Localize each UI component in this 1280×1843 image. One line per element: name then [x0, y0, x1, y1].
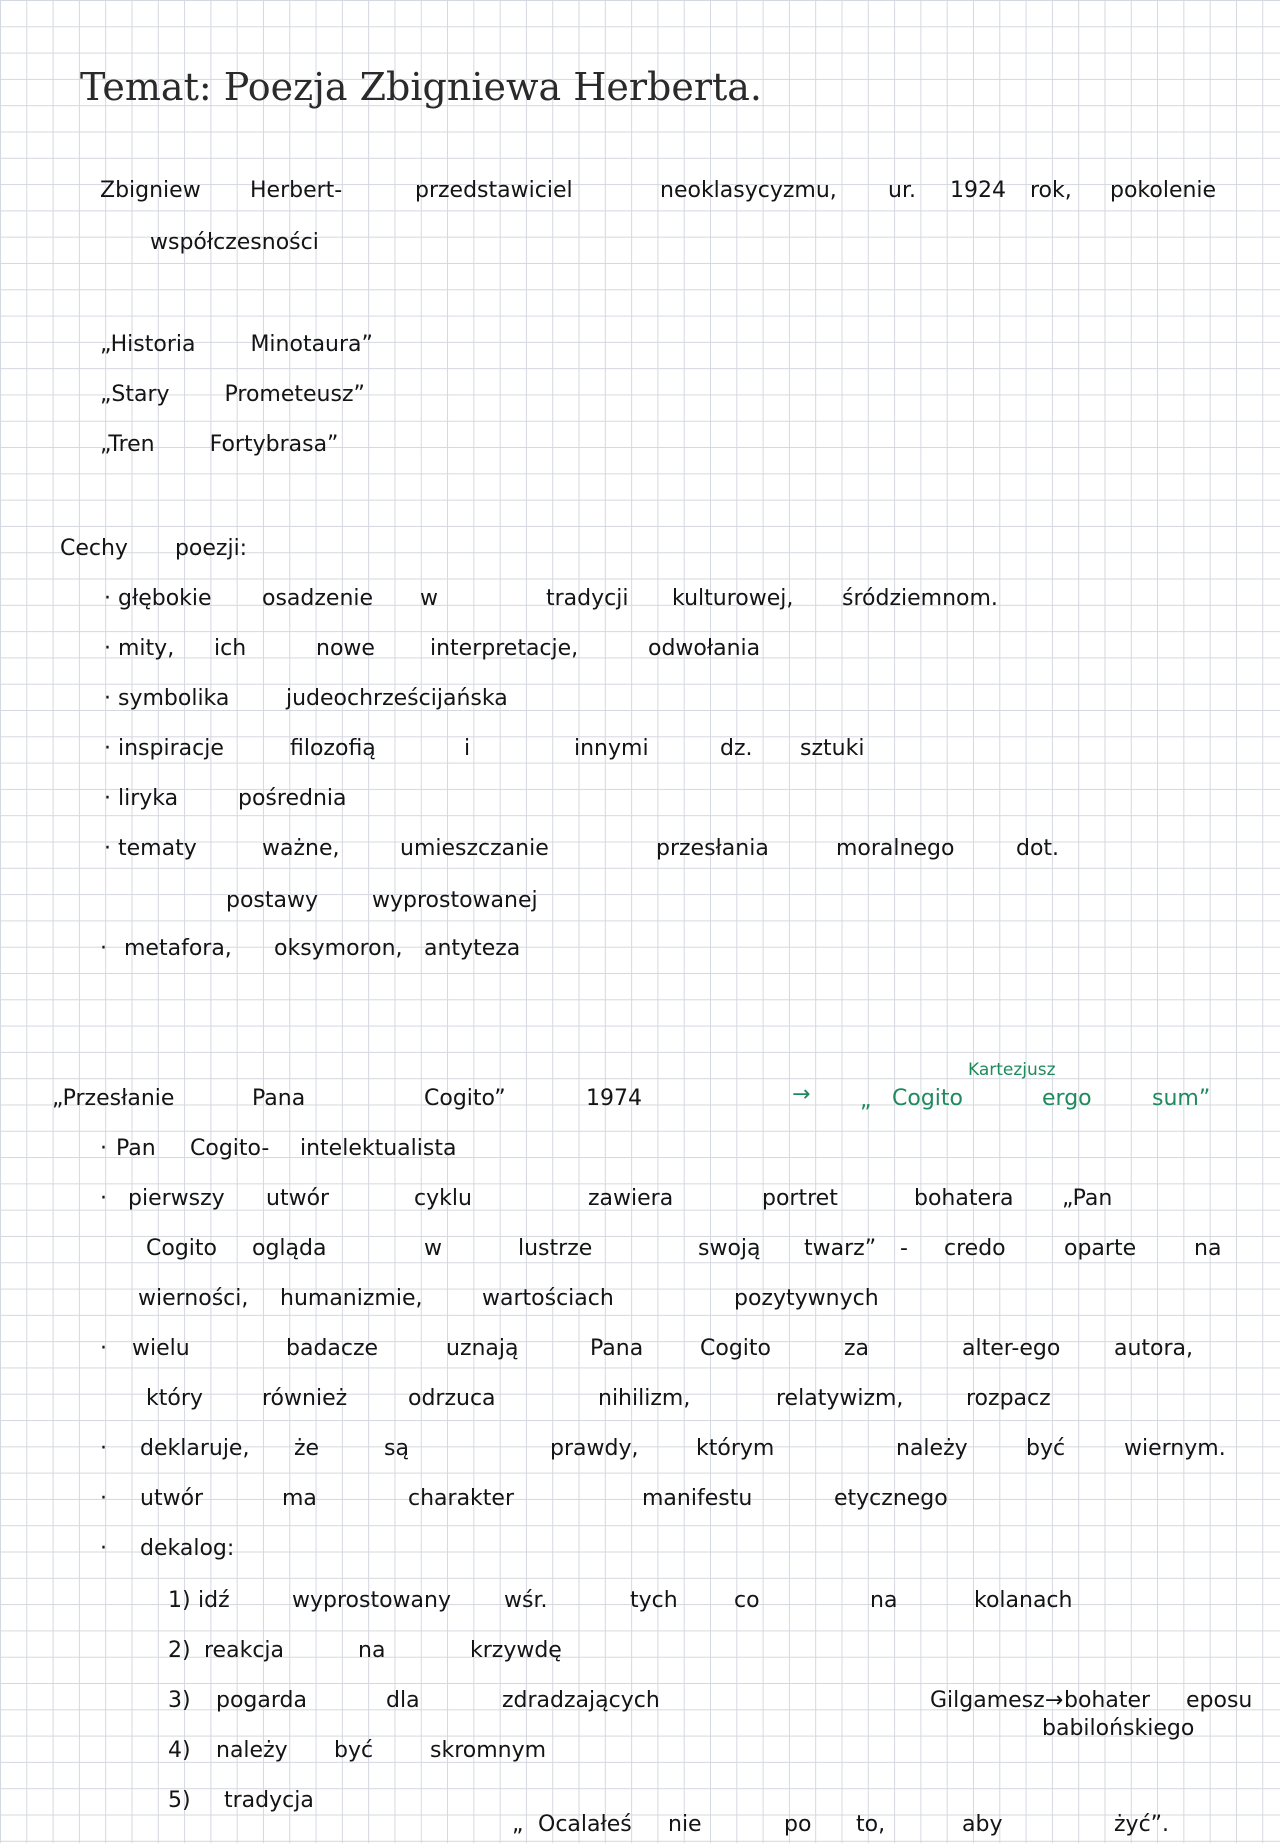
final-quote: „	[512, 1812, 524, 1837]
gilgamesz-note: Gilgamesz→	[930, 1688, 1064, 1713]
cogito-word: prawdy,	[550, 1436, 639, 1461]
feature-bullet: ·	[104, 836, 111, 861]
feature-word: ważne,	[262, 836, 340, 861]
features-heading: Cechy poezji:	[60, 536, 248, 561]
feature-word: wyprostowanej	[372, 888, 538, 913]
decalogue-word: co	[734, 1588, 760, 1613]
decalogue-word: być	[334, 1738, 374, 1763]
cogito-title-word: „Przesłanie	[52, 1086, 175, 1111]
feature-word: oksymoron,	[274, 936, 403, 961]
cogito-word: „Pan	[1062, 1186, 1113, 1211]
cogito-word: bohatera	[914, 1186, 1014, 1211]
cogito-quote: ergo	[1042, 1086, 1092, 1111]
cogito-quote: Cogito	[892, 1086, 963, 1111]
feature-bullet: ·	[104, 686, 111, 711]
feature-word: tradycji	[546, 586, 629, 611]
cogito-bullet: ·	[100, 1336, 107, 1361]
decalogue-number: 3)	[168, 1688, 191, 1713]
feature-word: i	[464, 736, 471, 761]
gilgamesz-note: babilońskiego	[1042, 1716, 1195, 1741]
cogito-word: są	[384, 1436, 409, 1461]
page-title: Temat: Poezja Zbigniewa Herberta.	[80, 65, 763, 109]
decalogue-word: wyprostowany	[292, 1588, 451, 1613]
decalogue-word: krzywdę	[470, 1638, 562, 1663]
cogito-word: utwór	[140, 1486, 204, 1511]
feature-word: innymi	[574, 736, 649, 761]
cogito-bullet: ·	[100, 1136, 107, 1161]
feature-word: kulturowej,	[672, 586, 794, 611]
feature-word: liryka	[118, 786, 179, 811]
cogito-word: ma	[282, 1486, 317, 1511]
cogito-bullet: ·	[100, 1436, 107, 1461]
cogito-word: należy	[896, 1436, 968, 1461]
cogito-word: oparte	[1064, 1236, 1137, 1261]
cogito-word: cyklu	[414, 1186, 472, 1211]
intro-word: przedstawiciel	[415, 178, 573, 203]
feature-word: odwołania	[648, 636, 761, 661]
cogito-word: wiernym.	[1124, 1436, 1226, 1461]
feature-bullet: ·	[100, 936, 107, 961]
feature-bullet: ·	[104, 586, 111, 611]
intro-word: ur.	[888, 178, 916, 203]
feature-word: moralnego	[836, 836, 955, 861]
cogito-word: swoją	[698, 1236, 761, 1261]
intro-word: Herbert-	[250, 178, 343, 203]
cogito-word: nihilizm,	[598, 1386, 691, 1411]
cogito-word: pierwszy	[128, 1186, 225, 1211]
work-title: „Tren Fortybrasa”	[100, 432, 339, 457]
arrow-icon: →	[792, 1082, 811, 1107]
decalogue-word: na	[358, 1638, 386, 1663]
feature-word: tematy	[118, 836, 197, 861]
feature-word: symbolika	[118, 686, 230, 711]
decalogue-number: 2)	[168, 1638, 191, 1663]
cogito-word: Pana	[590, 1336, 644, 1361]
cogito-word: badacze	[286, 1336, 379, 1361]
decalogue-word: na	[870, 1588, 898, 1613]
feature-word: nowe	[316, 636, 375, 661]
cogito-title-word: Pana	[252, 1086, 306, 1111]
feature-word: ich	[214, 636, 247, 661]
cogito-title-word: Cogito”	[424, 1086, 506, 1111]
feature-bullet: ·	[104, 636, 111, 661]
cogito-word: intelektualista	[300, 1136, 457, 1161]
decalogue-word: pogarda	[216, 1688, 307, 1713]
intro-word: Zbigniew	[100, 178, 201, 203]
feature-word: antyteza	[424, 936, 521, 961]
cogito-word: odrzuca	[408, 1386, 496, 1411]
cogito-word: wartościach	[482, 1286, 614, 1311]
feature-word: inspiracje	[118, 736, 224, 761]
cogito-word: być	[1026, 1436, 1066, 1461]
cogito-word: Cogito	[700, 1336, 771, 1361]
feature-word: judeochrześcijańska	[286, 686, 508, 711]
decalogue-word: kolanach	[974, 1588, 1073, 1613]
cogito-word: twarz”	[804, 1236, 877, 1261]
cogito-word: -	[900, 1236, 908, 1261]
decalogue-word: tradycja	[224, 1788, 314, 1813]
decalogue-word: reakcja	[204, 1638, 285, 1663]
feature-word: dz.	[720, 736, 753, 761]
cogito-word: utwór	[266, 1186, 330, 1211]
gilgamesz-note: bohater	[1064, 1688, 1151, 1713]
cogito-word: Cogito-	[190, 1136, 270, 1161]
cogito-word: manifestu	[642, 1486, 753, 1511]
decalogue-word: wśr.	[504, 1588, 548, 1613]
cogito-word: rozpacz	[966, 1386, 1051, 1411]
cogito-word: deklaruje,	[140, 1436, 250, 1461]
intro-word: pokolenie	[1110, 178, 1217, 203]
cogito-bullet: ·	[100, 1186, 107, 1211]
feature-word: osadzenie	[262, 586, 374, 611]
feature-word: postawy	[226, 888, 319, 913]
work-title: „Historia Minotaura”	[100, 332, 373, 357]
intro-word: neoklasycyzmu,	[660, 178, 837, 203]
feature-word: dot.	[1016, 836, 1060, 861]
decalogue-word: tych	[630, 1588, 678, 1613]
intro-line2: współczesności	[150, 230, 319, 255]
cogito-word: alter-ego	[962, 1336, 1061, 1361]
final-quote: aby	[962, 1812, 1003, 1837]
kartezjusz-annotation: Kartezjusz	[968, 1060, 1056, 1080]
cogito-quote: „	[860, 1088, 872, 1113]
decalogue-number: 4)	[168, 1738, 191, 1763]
cogito-word: autora,	[1114, 1336, 1194, 1361]
cogito-word: dekalog:	[140, 1536, 235, 1561]
intro-word: rok,	[1030, 178, 1072, 203]
cogito-word: zawiera	[588, 1186, 674, 1211]
feature-word: mity,	[118, 636, 175, 661]
cogito-word: humanizmie,	[280, 1286, 423, 1311]
gilgamesz-note: eposu	[1186, 1688, 1253, 1713]
feature-word: przesłania	[656, 836, 769, 861]
cogito-word: wierności,	[138, 1286, 249, 1311]
cogito-word: credo	[944, 1236, 1006, 1261]
decalogue-number: 1)	[168, 1588, 191, 1613]
feature-bullet: ·	[104, 736, 111, 761]
work-title: „Stary Prometeusz”	[100, 382, 365, 407]
cogito-word: na	[1194, 1236, 1222, 1261]
decalogue-word: należy	[216, 1738, 288, 1763]
cogito-word: etycznego	[834, 1486, 948, 1511]
cogito-quote: sum”	[1152, 1086, 1211, 1111]
final-quote: żyć”.	[1114, 1812, 1170, 1837]
decalogue-number: 5)	[168, 1788, 191, 1813]
cogito-word: Pan	[116, 1136, 156, 1161]
feature-word: śródziemnom.	[842, 586, 998, 611]
feature-word: umieszczanie	[400, 836, 549, 861]
feature-word: w	[420, 586, 438, 611]
final-quote: Ocalałeś	[538, 1812, 632, 1837]
intro-word: 1924	[950, 178, 1006, 203]
decalogue-word: zdradzających	[502, 1688, 660, 1713]
cogito-bullet: ·	[100, 1536, 107, 1561]
feature-word: metafora,	[124, 936, 232, 961]
feature-word: filozofią	[290, 736, 376, 761]
cogito-word: że	[294, 1436, 320, 1461]
feature-word: interpretacje,	[430, 636, 579, 661]
cogito-word: portret	[762, 1186, 838, 1211]
cogito-word: lustrze	[518, 1236, 593, 1261]
cogito-year: 1974	[586, 1086, 642, 1111]
feature-word: sztuki	[800, 736, 865, 761]
cogito-word: wielu	[132, 1336, 190, 1361]
cogito-word: relatywizm,	[776, 1386, 904, 1411]
cogito-word: również	[262, 1386, 348, 1411]
cogito-word: którym	[696, 1436, 775, 1461]
cogito-bullet: ·	[100, 1486, 107, 1511]
feature-word: pośrednia	[238, 786, 347, 811]
decalogue-word: skromnym	[430, 1738, 547, 1763]
cogito-word: ogląda	[252, 1236, 327, 1261]
feature-bullet: ·	[104, 786, 111, 811]
cogito-word: charakter	[408, 1486, 514, 1511]
final-quote: po	[784, 1812, 812, 1837]
cogito-word: Cogito	[146, 1236, 217, 1261]
decalogue-word: idź	[198, 1588, 230, 1613]
cogito-word: za	[844, 1336, 870, 1361]
feature-word: głębokie	[118, 586, 212, 611]
final-quote: nie	[668, 1812, 702, 1837]
cogito-word: uznają	[446, 1336, 519, 1361]
cogito-word: który	[146, 1386, 203, 1411]
decalogue-word: dla	[386, 1688, 420, 1713]
cogito-word: w	[424, 1236, 442, 1261]
final-quote: to,	[856, 1812, 886, 1837]
cogito-word: pozytywnych	[734, 1286, 879, 1311]
